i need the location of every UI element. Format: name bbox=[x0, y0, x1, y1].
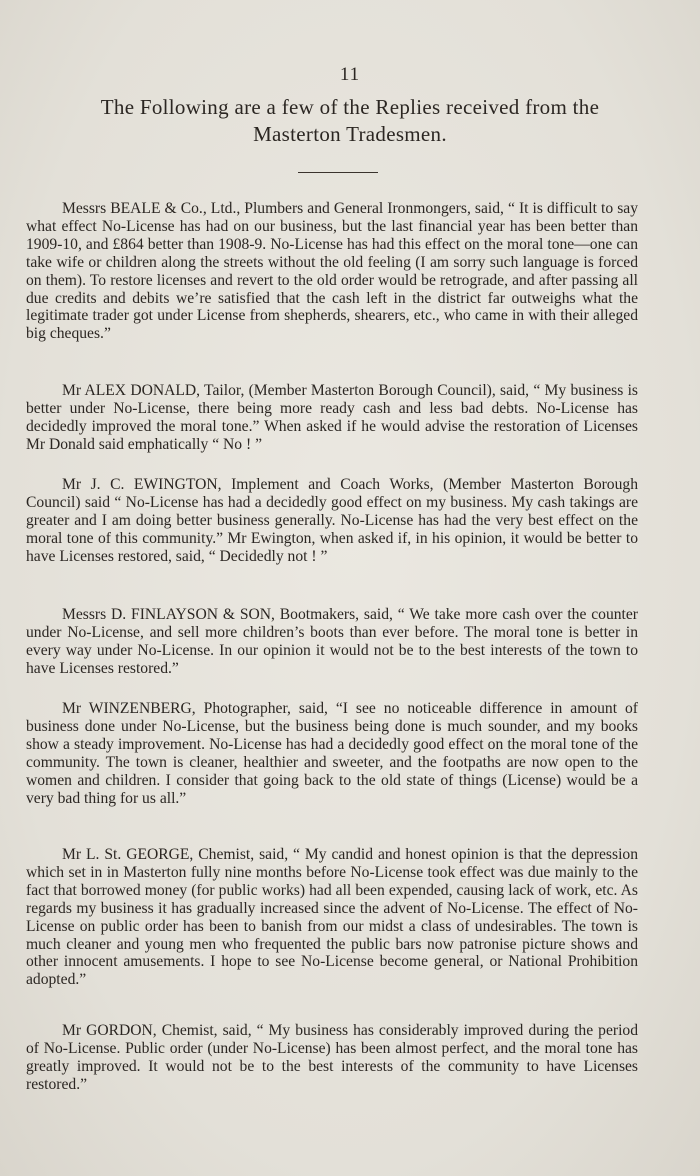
page-number: 11 bbox=[339, 64, 361, 85]
heading-divider bbox=[298, 172, 378, 173]
reply-donald: Mr ALEX DONALD, Tailor, (Member Masterton Borough Council), said, “ My business is better under No-License, there being more ready cash and less bad debts. No-License has decidedly improved the moral tone.” When asked if he would advise the restoration of Licenses Mr Donald said emphatically “ No ! ” bbox=[26, 382, 638, 453]
reply-gordon: Mr GORDON, Chemist, said, “ My business has considerably improved during the period of No-License. Public order (under No-License) has been almost perfect, and the moral tone has greatly improved. It would not be to the best interests of the community to have Licenses restored.” bbox=[26, 1022, 638, 1093]
reply-ewington: Mr J. C. EWINGTON, Implement and Coach Works, (Member Masterton Borough Council) said “ No-License has had a decidedly good effect on my business. My cash takings are greater and I am doing better business generally. No-License has had the very best effect on the moral tone of this community.” Mr Ewington, when asked if, in his opinion, it would be better to have Licenses restored, said, “ Decidedly not ! ” bbox=[26, 476, 638, 565]
reply-finlayson: Messrs D. FINLAYSON & SON, Bootmakers, said, “ We take more cash over the counter under No-License, and sell more children’s boots than ever before. The moral tone is better in every way under No-License. In our opinion it would not be to the best interests of the town to have Licenses restored.” bbox=[26, 606, 638, 677]
reply-winzenberg: Mr WINZENBERG, Photographer, said, “I see no noticeable difference in amount of business done under No-License, but the business being done is much sounder, and my books show a steady improvement. No-License has had a decidedly good effect on the moral tone of the community. The town is cleaner, healthier and sweeter, and the footpaths are now open to the women and children. I consider that going back to the old state of things (License) would be a very bad thing for us all.” bbox=[26, 700, 638, 807]
reply-beale: Messrs BEALE & Co., Ltd., Plumbers and General Ironmongers, said, “ It is difficult to say what effect No-License has had on our business, but the last financial year has been better than 1909-10, and £864 better than 1908-9. No-License has had this effect on the moral tone—one can take wife or children along the streets without the old feeling (I am sorry such language is forced on them). To restore licenses and revert to the old order would be retrograde, and after passing all due credits and debits we’re satisfied that the cash left in the district far outweighs what the legitimate trader got under License from shepherds, shearers, etc., who came in with their alleged big cheques.” bbox=[26, 200, 638, 343]
reply-st-george: Mr L. St. GEORGE, Chemist, said, “ My candid and honest opinion is that the depression which set in in Masterton fully nine months before No-License took effect was due mainly to the fact that borrowed money (for public works) had all been expended, causing lack of work, etc. As regards my business it has gradually increased since the advent of No-License. The effect of No-License on public order has been to banish from our midst a class of undesirables. The town is much cleaner and young men who frequented the public bars now patronise picture shows and other innocent amusements. I hope to see No-License become general, or National Prohibition adopted.” bbox=[26, 846, 638, 989]
heading-line-1: The Following are a few of the Replies received from the bbox=[100, 95, 600, 119]
heading-line-2: Masterton Tradesmen. bbox=[253, 122, 447, 146]
page-heading bbox=[40, 94, 660, 148]
